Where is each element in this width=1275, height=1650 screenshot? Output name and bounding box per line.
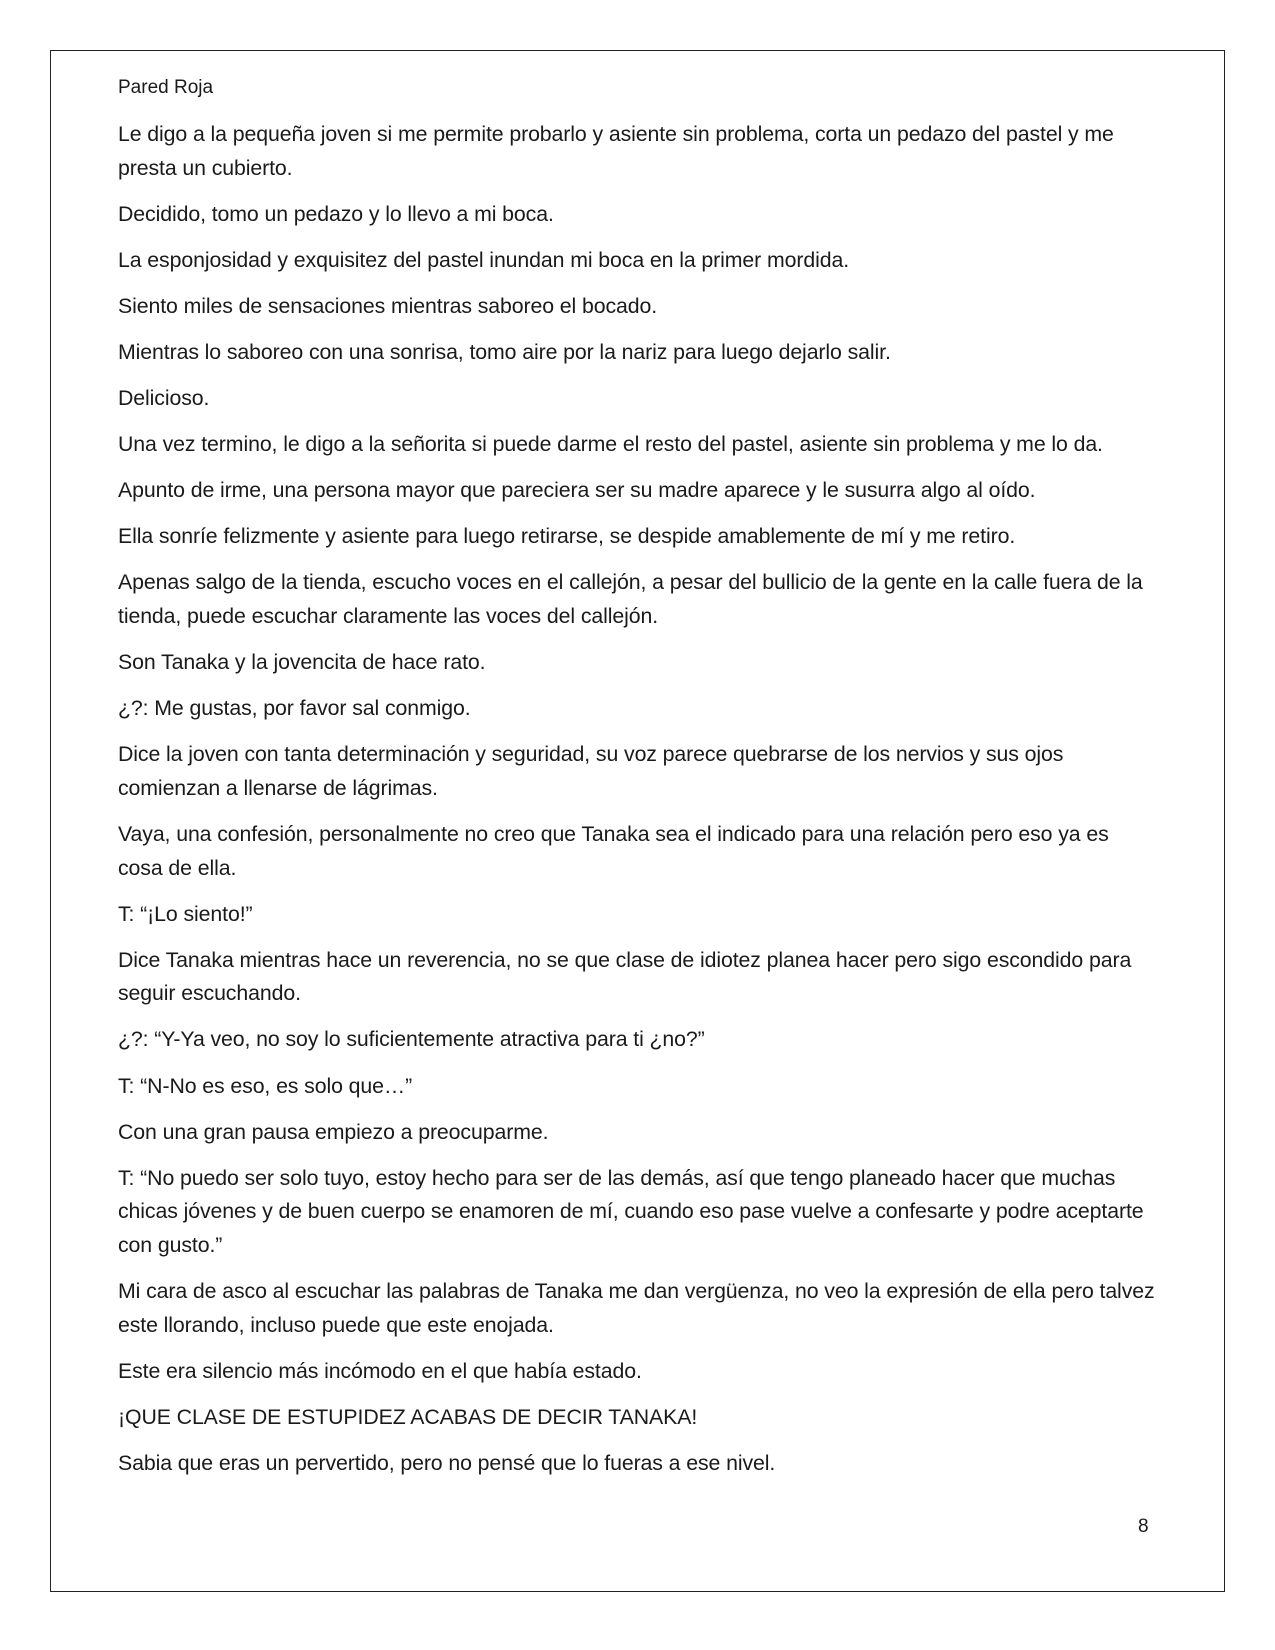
paragraph: Siento miles de sensaciones mientras saboreo el bocado. [118,293,658,318]
paragraph: ¿?: Me gustas, por favor sal conmigo. [118,696,471,721]
paragraph: Son Tanaka y la jovencita de hace rato. [118,650,486,675]
paragraph: Con una gran pausa empiezo a preocuparme. [118,1119,549,1144]
paragraph: Ella sonríe felizmente y asiente para luego retirarse, se despide amablemente de mí y me retiro. [118,524,1016,549]
paragraph: Una vez termino, le digo a la señorita si puede darme el resto del pastel, asiente sin problema y me lo da. [118,432,1103,457]
paragraph: ¿?: “Y-Ya veo, no soy lo suficientemente atractiva para ti ¿no?” [118,1027,705,1052]
paragraph: Dice la joven con tanta determinación y seguridad, su voz parece quebrarse de los nervios y sus ojos comienzan a llenarse de lágrimas. [118,742,1064,800]
paragraph: ¡QUE CLASE DE ESTUPIDEZ ACABAS DE DECIR TANAKA! [118,1404,698,1429]
paragraph: La esponjosidad y exquisitez del pastel inundan mi boca en la primer mordida. [118,247,850,272]
paragraph: T: “N-No es eso, es solo que…” [118,1073,413,1098]
paragraph: T: “No puedo ser solo tuyo, estoy hecho para ser de las demás, así que tengo planeado hacer que muchas chicas jóvenes y de buen cuerpo se enamoren de mí, cuando eso pase vuelve a confesarte y podre aceptarte con gusto.” [118,1165,1144,1257]
paragraph: Mi cara de asco al escuchar las palabras de Tanaka me dan vergüenza, no veo la expresión de ella pero talvez este llorando, incluso puede que este enojada. [118,1279,1155,1337]
paragraph: Vaya, una confesión, personalmente no creo que Tanaka sea el indicado para una relación pero eso ya es cosa de ella. [118,822,1109,880]
paragraph: Mientras lo saboreo con una sonrisa, tomo aire por la nariz para luego dejarlo salir. [118,339,891,364]
running-header: Pared Roja [118,77,214,98]
paragraph: Este era silencio más incómodo en el que había estado. [118,1358,642,1383]
paragraph: Sabia que eras un pervertido, pero no pensé que lo fueras a ese nivel. [118,1450,776,1475]
paragraph: Le digo a la pequeña joven si me permite probarlo y asiente sin problema, corta un pedazo del pastel y me presta un cubierto. [118,122,1114,180]
paragraph: T: “¡Lo siento!” [118,901,253,926]
paragraph: Apunto de irme, una persona mayor que pareciera ser su madre aparece y le susurra algo al oído. [118,478,1036,503]
paragraph: Apenas salgo de la tienda, escucho voces en el callejón, a pesar del bullicio de la gente en la calle fuera de la tienda, puede escuchar claramente las voces del callejón. [118,570,1143,629]
body-text [118,118,1158,1493]
paragraph: Dice Tanaka mientras hace un reverencia, no se que clase de idiotez planea hacer pero sigo escondido para seguir escuchando. [118,947,1132,1006]
page-number: 8 [1138,1516,1149,1537]
paragraph: Decidido, tomo un pedazo y lo llevo a mi boca. [118,201,554,226]
paragraph: Delicioso. [118,386,210,411]
